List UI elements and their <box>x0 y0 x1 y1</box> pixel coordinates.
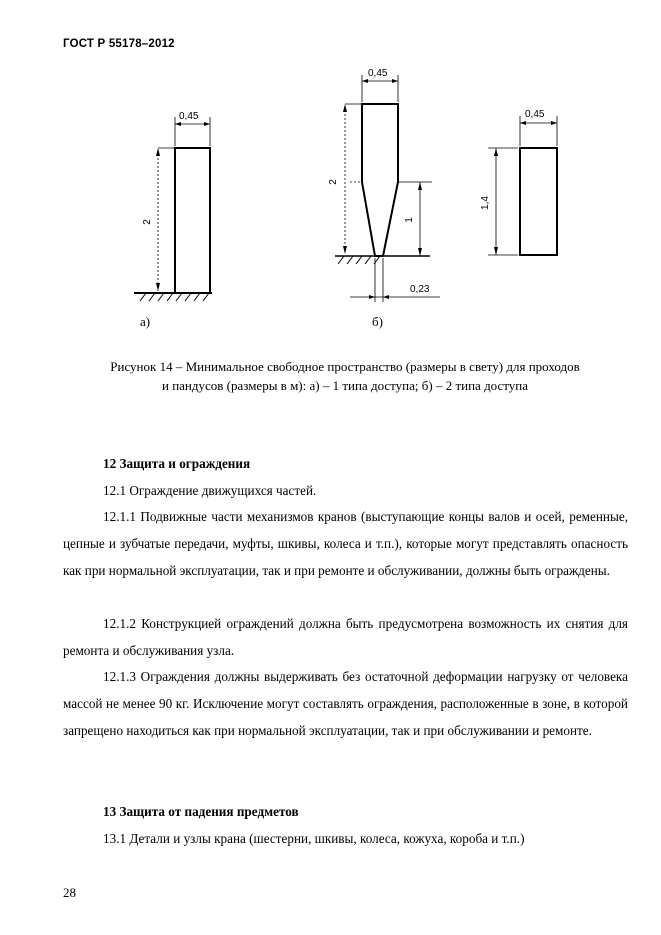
paragraph-12-1-3: 12.1.3 Ограждения должны выдерживать без остаточной деформации нагрузку от человека массой не менее 90 кг. Исключение могут составлять ограждения, расположенные в зоне, в которой запрещено находиться как при нормальной эксплуатации, так и при обслуживании и ремонте. <box>63 669 628 738</box>
caption-line-1: Рисунок 14 – Минимальное свободное пространство (размеры в свету) для проходов <box>110 359 580 374</box>
paragraph-12-1: 12.1 Ограждение движущихся частей. <box>103 483 317 498</box>
panel-b-bottom-label: 0,23 <box>410 284 430 295</box>
page-number: 28 <box>63 885 76 900</box>
panel-b <box>328 68 440 329</box>
panel-a-height-label: 2 <box>142 219 153 225</box>
panel-b-height-lower-label: 1 <box>404 217 415 223</box>
panel-c-width-label: 0,45 <box>525 109 545 120</box>
panel-b-label: б) <box>372 314 383 329</box>
panel-b-height-total-label: 2 <box>328 179 339 185</box>
figure-14 <box>0 0 661 340</box>
panel-a-width-label: 0,45 <box>179 111 199 122</box>
paragraph-12-1-2: 12.1.2 Конструкцией ограждений должна быть предусмотрена возможность их снятия для ремонта и обслуживания узла. <box>63 616 628 658</box>
panel-c-height-label: 1,4 <box>480 196 491 210</box>
section-13-title: 13 Защита от падения предметов <box>103 804 299 819</box>
document-header: ГОСТ Р 55178–2012 <box>63 38 175 50</box>
paragraph-12-1-1: 12.1.1 Подвижные части механизмов кранов (выступающие концы валов и осей, ременные, цепные и зубчатые передачи, муфты, шкивы, колеса и т.п.), которые могут представлять опасность как при нормальной эксплуатации, так и при ремонте и обслуживании, должны быть ограждены. <box>63 509 628 578</box>
figure-caption <box>60 357 630 395</box>
panel-a <box>134 111 212 329</box>
panel-a-label: а) <box>140 314 151 329</box>
panel-c <box>480 109 557 255</box>
panel-b-width-label: 0,45 <box>368 68 388 79</box>
section-12-title: 12 Защита и ограждения <box>103 456 251 471</box>
paragraph-13-1: 13.1 Детали и узлы крана (шестерни, шкивы, колеса, кожуха, короба и т.п.) <box>103 831 525 846</box>
caption-line-2: и пандусов (размеры в м): а) – 1 типа доступа; б) – 2 типа доступа <box>161 378 529 393</box>
